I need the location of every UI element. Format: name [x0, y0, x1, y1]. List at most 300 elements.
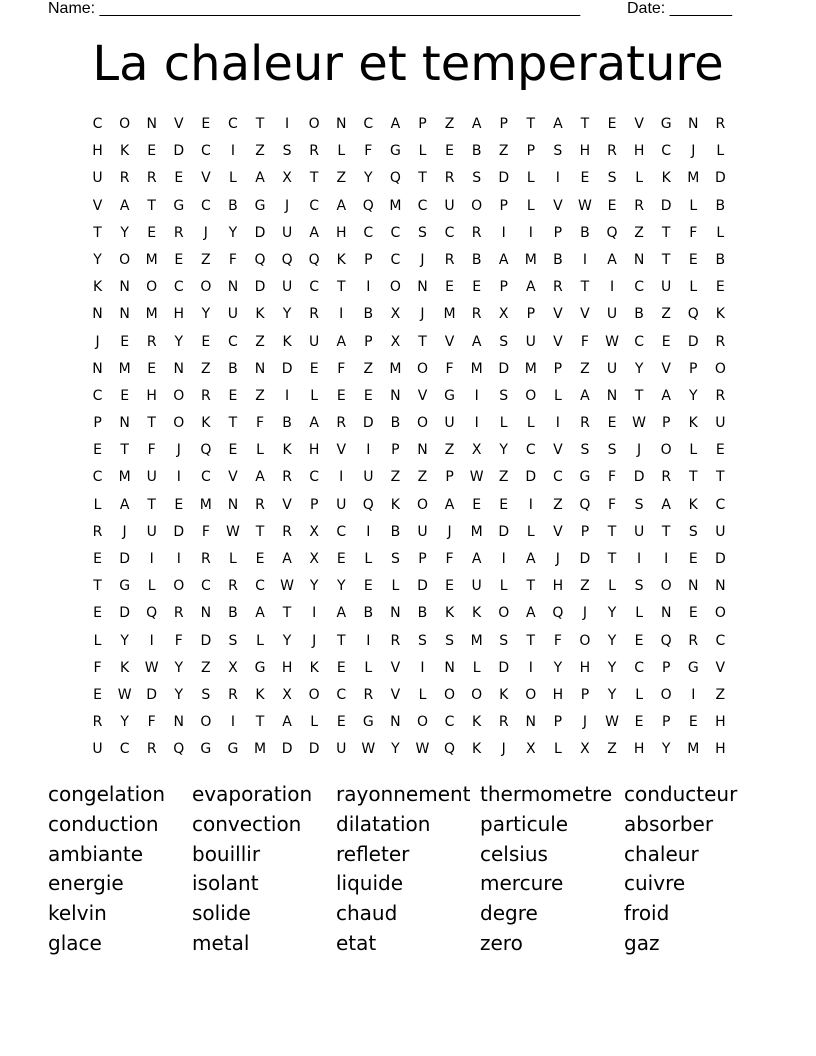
grid-letter: E: [607, 197, 617, 214]
grid-letter: N: [688, 578, 699, 595]
grid-letter: C: [309, 469, 320, 486]
grid-letter: G: [200, 741, 212, 758]
grid-letter: C: [336, 523, 347, 540]
grid-letter: L: [472, 659, 481, 676]
grid-letter: F: [607, 496, 617, 513]
grid-letter: K: [282, 442, 292, 459]
grid-letter: D: [498, 523, 510, 540]
grid-letter: I: [339, 306, 344, 323]
grid-letter: N: [525, 714, 537, 731]
grid-letter: Z: [201, 251, 211, 268]
grid-letter: C: [444, 714, 455, 731]
grid-letter: D: [200, 632, 212, 649]
grid-letter: H: [715, 741, 726, 758]
grid-letter: T: [147, 496, 156, 513]
grid-row: [84, 332, 734, 359]
grid-letter: U: [606, 306, 618, 323]
grid-letter: U: [363, 469, 374, 486]
grid-letter: F: [580, 333, 589, 350]
grid-letter: A: [444, 496, 455, 513]
grid-letter: Q: [200, 442, 212, 459]
grid-letter: Z: [715, 686, 726, 703]
grid-letter: L: [635, 605, 643, 622]
grid-letter: K: [472, 741, 482, 758]
grid-letter: M: [687, 170, 700, 187]
grid-letter: M: [470, 523, 483, 540]
grid-letter: J: [447, 523, 452, 540]
grid-letter: C: [173, 279, 184, 296]
grid-letter: O: [416, 415, 428, 432]
grid-letter: V: [553, 523, 563, 540]
grid-letter: Z: [255, 333, 265, 350]
grid-letter: W: [605, 333, 619, 350]
grid-letter: J: [637, 442, 642, 459]
grid-letter: T: [336, 632, 346, 649]
grid-letter: R: [146, 741, 157, 758]
grid-letter: B: [471, 251, 482, 268]
grid-letter: P: [661, 659, 671, 676]
grid-letter: E: [336, 714, 346, 731]
grid-letter: T: [147, 415, 156, 432]
word-list-item: convection: [192, 811, 302, 836]
grid-letter: J: [285, 197, 290, 214]
grid-letter: Y: [391, 741, 400, 758]
grid-letter: E: [688, 251, 698, 268]
grid-letter: E: [93, 605, 102, 622]
grid-letter: T: [255, 714, 265, 731]
grid-letter: R: [363, 686, 374, 703]
grid-letter: R: [92, 523, 103, 540]
word-list-item: refleter: [336, 841, 410, 866]
grid-letter: G: [362, 714, 374, 731]
grid-letter: U: [92, 741, 103, 758]
grid-letter: I: [285, 387, 290, 404]
grid-letter: E: [174, 251, 184, 268]
grid-letter: T: [526, 632, 536, 649]
grid-letter: S: [390, 551, 400, 567]
grid-letter: E: [634, 714, 644, 731]
grid-letter: N: [146, 116, 157, 132]
grid-letter: I: [501, 224, 506, 241]
grid-letter: V: [390, 659, 401, 676]
grid-letter: O: [200, 279, 212, 296]
grid-letter: K: [120, 143, 130, 160]
grid-letter: J: [95, 333, 100, 350]
grid-letter: I: [555, 170, 560, 187]
grid-letter: K: [472, 714, 482, 731]
grid-letter: R: [390, 632, 401, 649]
grid-letter: R: [688, 632, 699, 649]
grid-letter: D: [498, 659, 510, 676]
grid-letter: O: [308, 116, 320, 132]
grid-letter: N: [254, 360, 266, 377]
grid-letter: S: [445, 632, 454, 649]
grid-letter: T: [661, 523, 671, 540]
grid-letter: V: [228, 469, 238, 486]
grid-letter: I: [149, 632, 154, 649]
grid-letter: R: [146, 333, 157, 350]
grid-letter: Q: [444, 741, 456, 758]
grid-letter: F: [255, 415, 265, 432]
grid-letter: D: [308, 741, 320, 758]
grid-row: [84, 495, 734, 522]
grid-letter: R: [715, 387, 726, 404]
grid-letter: J: [176, 442, 181, 459]
grid-letter: T: [526, 116, 536, 132]
grid-letter: I: [528, 496, 533, 513]
grid-letter: J: [555, 551, 560, 567]
grid-letter: V: [580, 306, 590, 323]
grid-letter: Q: [362, 496, 374, 513]
grid-row: [84, 196, 734, 223]
grid-letter: Z: [444, 442, 455, 459]
grid-letter: D: [417, 578, 428, 595]
grid-letter: T: [580, 279, 590, 296]
grid-letter: H: [92, 143, 103, 160]
grid-letter: P: [364, 251, 373, 268]
word-list-item: mercure: [480, 871, 564, 896]
grid-letter: U: [444, 197, 455, 214]
name-field-label: Name: ______________________________________________________: [48, 0, 581, 17]
grid-letter: N: [606, 387, 618, 404]
grid-letter: R: [715, 116, 726, 132]
grid-letter: A: [336, 333, 347, 350]
grid-letter: D: [660, 197, 672, 214]
grid-letter: S: [607, 170, 617, 187]
grid-letter: Q: [308, 251, 320, 268]
grid-letter: N: [227, 279, 239, 296]
grid-letter: P: [580, 523, 590, 540]
grid-letter: L: [526, 197, 535, 214]
grid-letter: Z: [634, 224, 644, 241]
word-list-item: chaud: [336, 901, 398, 926]
grid-letter: T: [607, 523, 617, 540]
grid-letter: L: [716, 224, 725, 241]
grid-letter: Z: [553, 496, 563, 513]
grid-row: [84, 603, 734, 630]
grid-letter: Y: [364, 170, 373, 187]
grid-letter: L: [229, 170, 237, 187]
grid-letter: U: [715, 523, 726, 540]
grid-letter: O: [660, 442, 672, 459]
grid-letter: O: [173, 578, 185, 595]
grid-letter: L: [93, 496, 102, 513]
word-search-grid: [84, 114, 734, 767]
grid-letter: V: [661, 360, 671, 377]
grid-letter: Q: [579, 496, 591, 513]
word-list-item: solide: [192, 901, 251, 926]
grid-letter: Y: [120, 632, 129, 649]
grid-letter: A: [255, 605, 265, 622]
grid-letter: L: [147, 578, 156, 595]
grid-letter: J: [312, 632, 317, 649]
grid-letter: Z: [417, 469, 428, 486]
grid-letter: B: [715, 197, 726, 214]
grid-letter: W: [605, 714, 619, 731]
grid-letter: F: [445, 360, 454, 377]
grid-letter: R: [309, 143, 320, 160]
grid-letter: K: [309, 659, 319, 676]
grid-letter: S: [499, 632, 509, 649]
grid-letter: C: [336, 686, 347, 703]
grid-letter: X: [390, 306, 401, 323]
word-list-item: rayonnement: [336, 782, 471, 806]
grid-letter: P: [661, 415, 671, 432]
grid-letter: U: [661, 279, 672, 296]
grid-letter: A: [553, 116, 563, 132]
grid-letter: E: [607, 415, 617, 432]
grid-letter: U: [715, 415, 726, 432]
grid-letter: V: [634, 116, 644, 132]
grid-letter: T: [309, 170, 319, 187]
grid-row: [84, 304, 734, 331]
grid-letter: I: [582, 251, 588, 268]
grid-letter: D: [687, 333, 699, 350]
grid-letter: H: [552, 578, 564, 595]
word-list-item: conduction: [48, 811, 159, 836]
grid-letter: M: [389, 197, 402, 214]
grid-letter: E: [688, 605, 698, 622]
grid-letter: P: [499, 116, 508, 132]
grid-letter: C: [92, 116, 103, 132]
grid-letter: D: [633, 469, 645, 486]
grid-letter: C: [228, 116, 238, 132]
grid-letter: T: [661, 251, 671, 268]
grid-letter: I: [664, 551, 669, 567]
grid-letter: D: [146, 686, 158, 703]
grid-letter: O: [471, 686, 483, 703]
grid-letter: N: [173, 360, 185, 377]
grid-letter: U: [227, 306, 239, 323]
grid-letter: I: [366, 523, 371, 540]
grid-letter: S: [634, 578, 644, 595]
grid-letter: B: [715, 251, 726, 268]
grid-letter: T: [282, 605, 292, 622]
grid-letter: A: [336, 197, 347, 214]
grid-letter: X: [282, 686, 292, 703]
grid-letter: O: [660, 578, 672, 595]
grid-letter: U: [444, 415, 455, 432]
grid-letter: Q: [687, 306, 699, 323]
grid-letter: C: [715, 632, 726, 649]
grid-letter: Q: [362, 197, 374, 214]
grid-letter: T: [255, 116, 265, 132]
grid-letter: P: [499, 197, 508, 214]
grid-letter: U: [281, 279, 293, 296]
grid-letter: E: [174, 496, 184, 513]
grid-letter: I: [555, 415, 560, 432]
grid-letter: Y: [499, 442, 508, 459]
grid-letter: M: [443, 306, 456, 323]
grid-letter: Y: [120, 224, 129, 241]
grid-letter: D: [498, 170, 510, 187]
grid-letter: I: [691, 686, 696, 703]
grid-letter: U: [606, 360, 618, 377]
grid-letter: L: [716, 143, 725, 160]
grid-letter: C: [309, 197, 320, 214]
grid-letter: R: [471, 306, 482, 323]
grid-letter: E: [580, 170, 590, 187]
grid-letter: Y: [201, 306, 211, 323]
grid-letter: R: [471, 224, 482, 241]
grid-letter: C: [255, 578, 265, 595]
grid-letter: H: [715, 714, 726, 731]
grid-letter: B: [390, 523, 401, 540]
grid-row: [84, 141, 734, 168]
grid-letter: B: [228, 605, 238, 622]
grid-letter: P: [364, 333, 373, 350]
grid-letter: W: [415, 741, 430, 758]
grid-letter: N: [173, 714, 185, 731]
grid-letter: E: [93, 551, 102, 567]
grid-letter: R: [173, 224, 184, 241]
grid-letter: N: [390, 714, 401, 731]
grid-letter: E: [147, 360, 157, 377]
word-list: [48, 780, 768, 959]
grid-letter: Z: [607, 741, 617, 758]
header-line: [48, 0, 748, 20]
grid-letter: O: [416, 496, 428, 513]
grid-letter: J: [203, 224, 208, 241]
word-list-item: liquide: [336, 871, 404, 896]
grid-letter: K: [661, 170, 671, 187]
grid-letter: H: [633, 143, 645, 160]
grid-letter: R: [553, 279, 563, 296]
grid-letter: F: [445, 551, 454, 567]
grid-row: [84, 712, 734, 739]
grid-letter: D: [714, 551, 726, 567]
grid-letter: G: [173, 197, 185, 214]
grid-row: [84, 522, 734, 549]
grid-letter: Z: [201, 360, 211, 377]
grid-letter: V: [336, 442, 347, 459]
grid-letter: S: [228, 632, 238, 649]
grid-letter: H: [173, 306, 185, 323]
word-list-item: energie: [48, 871, 124, 896]
grid-letter: F: [228, 251, 237, 268]
grid-letter: U: [336, 496, 347, 513]
grid-letter: B: [580, 224, 590, 241]
grid-letter: P: [445, 469, 454, 486]
grid-letter: C: [92, 387, 103, 404]
grid-letter: C: [309, 279, 320, 296]
date-field-label: Date: _______: [627, 0, 732, 17]
grid-letter: O: [119, 251, 131, 268]
grid-letter: F: [364, 143, 373, 160]
grid-letter: O: [173, 387, 185, 404]
grid-letter: A: [471, 551, 482, 567]
grid-letter: M: [145, 306, 158, 323]
grid-letter: R: [715, 333, 726, 350]
grid-letter: A: [282, 551, 292, 567]
grid-letter: P: [661, 714, 671, 731]
grid-letter: X: [525, 741, 536, 758]
grid-letter: C: [228, 333, 238, 350]
grid-letter: T: [607, 551, 617, 567]
grid-letter: L: [93, 632, 102, 649]
grid-letter: E: [309, 360, 319, 377]
grid-letter: F: [174, 632, 183, 649]
grid-letter: M: [118, 469, 131, 486]
grid-letter: Q: [660, 632, 672, 649]
grid-letter: P: [499, 279, 508, 296]
grid-letter: C: [715, 496, 726, 513]
grid-letter: T: [688, 469, 698, 486]
grid-letter: G: [254, 659, 266, 676]
grid-letter: C: [363, 224, 374, 241]
grid-letter: L: [364, 551, 373, 567]
grid-row: [84, 440, 734, 467]
grid-letter: X: [471, 442, 482, 459]
grid-letter: Y: [661, 741, 671, 758]
grid-letter: R: [498, 714, 509, 731]
grid-letter: D: [119, 551, 130, 567]
grid-letter: L: [526, 170, 535, 187]
grid-letter: A: [309, 224, 319, 241]
grid-letter: Y: [607, 686, 617, 703]
grid-letter: U: [633, 523, 645, 540]
word-list-item: conducteur: [624, 782, 738, 806]
grid-letter: C: [634, 659, 644, 676]
grid-letter: U: [146, 523, 157, 540]
grid-letter: E: [255, 551, 265, 567]
grid-letter: O: [525, 686, 537, 703]
grid-letter: I: [366, 279, 371, 296]
grid-letter: Y: [228, 224, 238, 241]
grid-letter: G: [687, 659, 699, 676]
word-list-item: celsius: [480, 841, 548, 866]
grid-letter: E: [120, 333, 130, 350]
grid-letter: E: [336, 551, 346, 567]
grid-letter: O: [416, 360, 428, 377]
grid-letter: E: [661, 333, 671, 350]
grid-letter: O: [200, 714, 212, 731]
grid-letter: H: [281, 659, 293, 676]
grid-letter: I: [474, 387, 479, 404]
grid-letter: M: [687, 741, 700, 758]
grid-letter: U: [146, 469, 157, 486]
grid-letter: X: [498, 306, 509, 323]
grid-letter: R: [146, 170, 157, 187]
grid-row: [84, 685, 734, 712]
word-list-item: glace: [48, 930, 102, 955]
grid-letter: T: [93, 578, 102, 595]
grid-letter: R: [634, 197, 644, 214]
grid-letter: B: [553, 251, 563, 268]
grid-letter: E: [93, 442, 102, 459]
grid-letter: O: [471, 197, 483, 214]
grid-letter: D: [254, 279, 266, 296]
grid-letter: P: [418, 116, 427, 132]
grid-letter: E: [228, 442, 238, 459]
grid-letter: Y: [93, 251, 102, 268]
grid-letter: H: [146, 387, 157, 404]
grid-letter: A: [282, 714, 292, 731]
grid-letter: X: [580, 741, 590, 758]
grid-letter: K: [688, 496, 698, 513]
grid-letter: Z: [255, 387, 265, 404]
grid-letter: L: [553, 387, 562, 404]
grid-letter: M: [118, 360, 131, 377]
grid-letter: O: [173, 415, 185, 432]
grid-letter: J: [420, 306, 425, 323]
grid-letter: Z: [363, 360, 374, 377]
grid-letter: A: [255, 170, 265, 187]
grid-letter: I: [501, 551, 506, 567]
grid-letter: R: [282, 469, 292, 486]
grid-letter: A: [526, 551, 536, 567]
grid-letter: D: [173, 143, 185, 160]
